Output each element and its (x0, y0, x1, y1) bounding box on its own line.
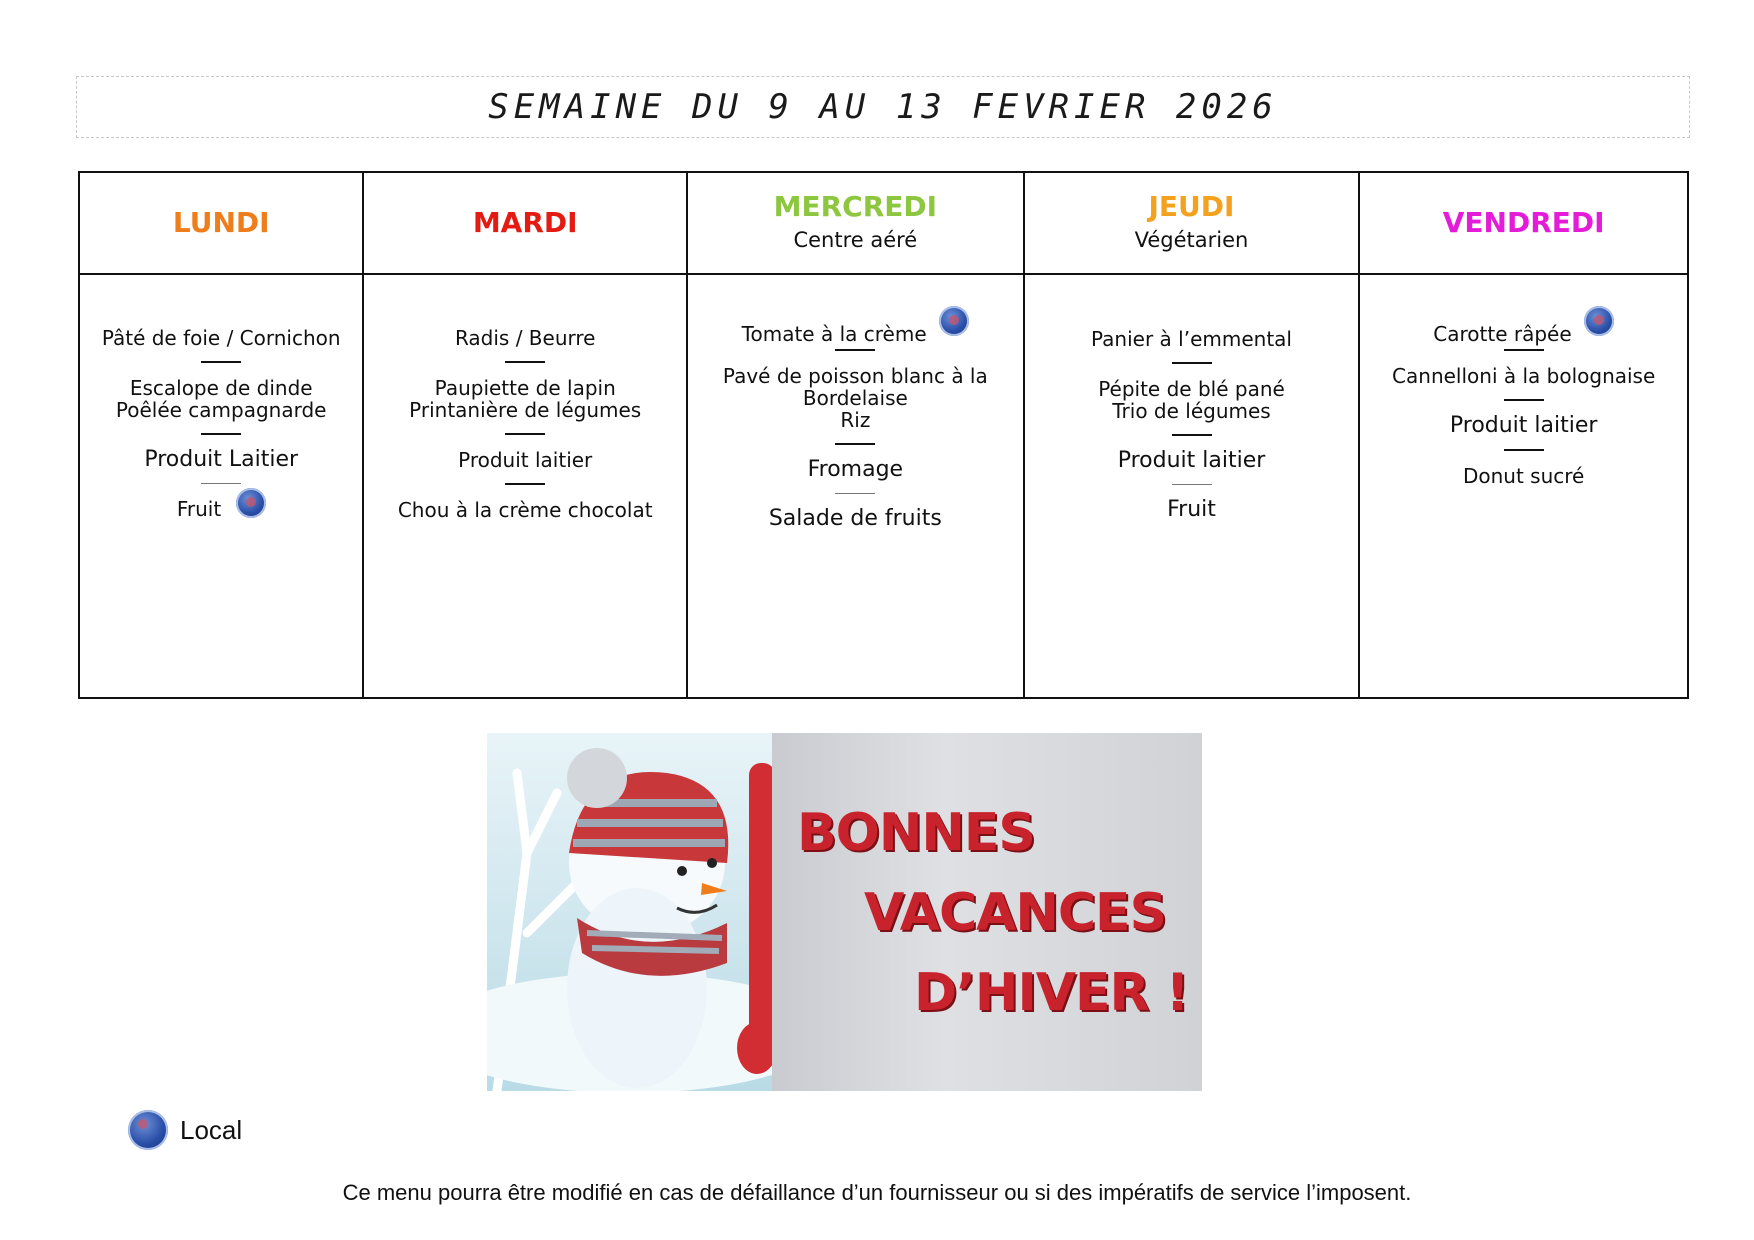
greeting-line-3: D’HIVER ! (914, 963, 1189, 1023)
dish-dessert-label: Fruit (176, 497, 222, 521)
course-separator (835, 493, 875, 494)
greeting-line-2: VACANCES (864, 883, 1167, 943)
course-separator (1504, 399, 1544, 401)
dish-starter: Radis / Beurre (454, 326, 596, 350)
course-separator (1172, 362, 1212, 364)
local-produce-badge-icon (236, 488, 266, 518)
local-produce-badge-icon (939, 306, 969, 336)
dish-dessert: Chou à la crème chocolat (397, 498, 653, 522)
course-separator (201, 433, 241, 435)
greeting-panel (772, 733, 1202, 1091)
dish-dessert: Fruit (1167, 497, 1216, 522)
menu-cell-friday (1359, 274, 1688, 698)
dish-starter (1360, 323, 1687, 345)
page-title-box (76, 76, 1690, 138)
winter-scene (487, 733, 772, 1091)
menu-cell-tuesday (363, 274, 687, 698)
dish-dessert: Salade de fruits (768, 506, 942, 531)
dish-main: Pépite de blé pané (1098, 377, 1285, 401)
dish-main-continued: Bordelaise (802, 386, 908, 410)
dish-side: Printanière de légumes (409, 398, 642, 422)
dish-main: Paupiette de lapin (434, 376, 616, 400)
dish-starter-label: Tomate à la crème (741, 322, 927, 346)
dish-dairy: Produit laitier (1117, 448, 1266, 473)
day-header-thursday (1024, 172, 1360, 274)
course-separator (835, 349, 875, 351)
course-separator (835, 443, 875, 445)
winter-holiday-banner (487, 733, 1202, 1091)
course-separator (1504, 449, 1544, 451)
dish-starter: Panier à l’emmental (1091, 327, 1292, 351)
day-name-wednesday: MERCREDI (773, 190, 938, 223)
legend-label: Local (180, 1114, 243, 1145)
day-name-thursday: JEUDI (1148, 190, 1235, 223)
dish-starter-label: Carotte râpée (1433, 322, 1572, 346)
dish-starter: Pâté de foie / Cornichon (101, 326, 341, 350)
day-subtitle-wednesday: Centre aéré (793, 228, 918, 252)
day-name-tuesday: MARDI (472, 206, 578, 239)
day-subtitle-thursday: Végétarien (1134, 228, 1249, 252)
weekly-menu-table (78, 171, 1689, 699)
day-header-tuesday (363, 172, 687, 274)
menu-cell-wednesday (687, 274, 1024, 698)
dish-main: Escalope de dinde (129, 376, 313, 400)
snowman-illustration (487, 733, 772, 1091)
page-title: SEMAINE DU 9 AU 13 FEVRIER 2026 (488, 87, 1278, 127)
days-header-row (79, 172, 1688, 274)
dish-starter (688, 323, 1023, 345)
course-separator (505, 483, 545, 485)
greeting-line-1: BONNES (797, 803, 1035, 863)
day-header-monday (79, 172, 363, 274)
legend (128, 1110, 242, 1150)
course-separator (505, 433, 545, 435)
dish-dairy: Produit laitier (1449, 413, 1598, 438)
local-produce-badge-icon (128, 1110, 168, 1150)
course-separator (1172, 434, 1212, 436)
course-separator (201, 361, 241, 363)
dish-dessert: Donut sucré (1462, 464, 1585, 488)
dish-dairy: Produit Laitier (144, 447, 299, 472)
course-separator (1172, 484, 1212, 485)
disclaimer-note: Ce menu pourra être modifié en cas de défaillance d’un fournisseur ou si des impératifs de service l’imposent. (342, 1180, 1412, 1205)
dish-main: Cannelloni à la bolognaise (1392, 364, 1656, 388)
dish-side: Riz (840, 408, 871, 432)
course-separator (201, 483, 241, 484)
day-name-monday: LUNDI (172, 206, 270, 239)
dish-side: Poêlée campagnarde (115, 398, 327, 422)
dish-dairy: Produit laitier (458, 448, 593, 472)
day-header-friday (1359, 172, 1688, 274)
course-separator (1504, 349, 1544, 351)
menu-cell-monday (79, 274, 363, 698)
day-header-wednesday (687, 172, 1024, 274)
day-name-friday: VENDREDI (1442, 206, 1605, 239)
dish-main: Pavé de poisson blanc à la (722, 364, 988, 388)
dish-side: Trio de légumes (1112, 399, 1271, 423)
dish-dairy: Fromage (807, 457, 904, 482)
dishes-row (79, 274, 1688, 698)
dish-dessert (80, 498, 362, 520)
menu-cell-thursday (1024, 274, 1360, 698)
local-produce-badge-icon (1584, 306, 1614, 336)
course-separator (505, 361, 545, 363)
